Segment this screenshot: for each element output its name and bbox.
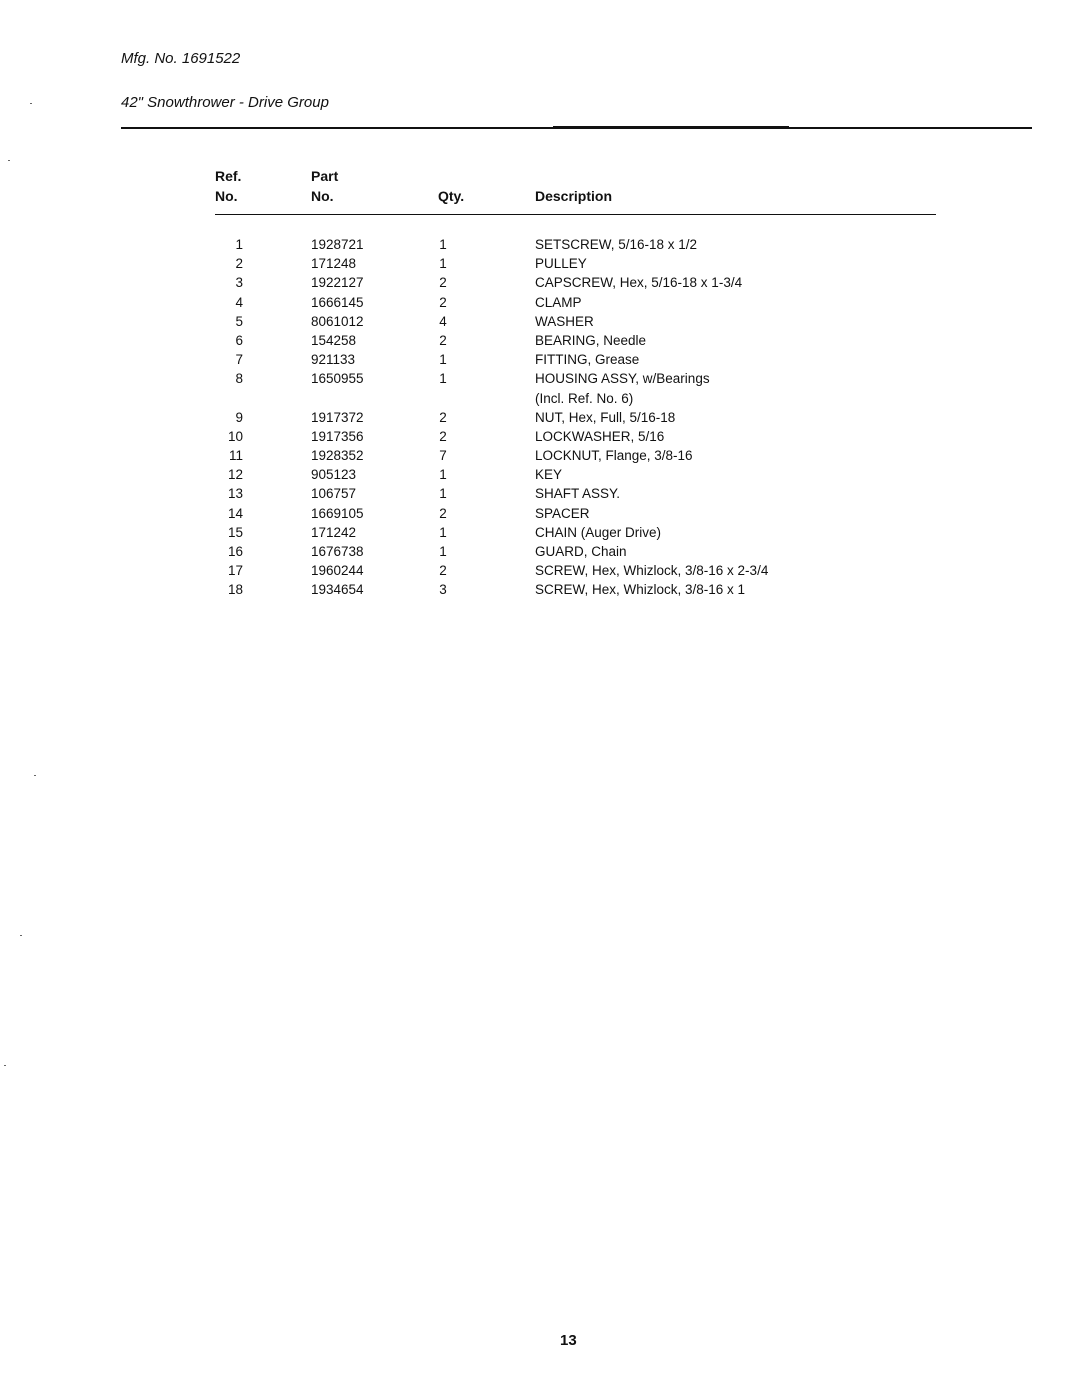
ref-no-cell: 1 <box>235 237 243 252</box>
part-no-cell: 1922127 <box>311 275 364 291</box>
table-row <box>215 369 935 388</box>
qty-cell: 1 <box>439 467 447 483</box>
table-row <box>215 465 935 484</box>
ref-no-cell: 3 <box>235 275 243 291</box>
part-no-cell: 1960244 <box>311 563 364 579</box>
description-cell: HOUSING ASSY, w/Bearings <box>535 371 710 387</box>
qty-cell: 2 <box>439 428 447 444</box>
part-no-cell: 1928352 <box>311 448 364 464</box>
ref-no-cell: 4 <box>235 294 243 310</box>
parts-table <box>215 235 935 600</box>
table-row <box>215 523 935 542</box>
part-no-cell: 905123 <box>311 467 357 483</box>
description-cell: SCREW, Hex, Whizlock, 3/8-16 x 1 <box>535 582 746 598</box>
part-no-cell: 106757 <box>311 486 357 502</box>
table-header-rule <box>215 214 936 215</box>
description-cell: SPACER <box>535 505 590 521</box>
description-cell: SHAFT ASSY. <box>535 486 621 502</box>
part-no-cell: 1676738 <box>311 544 364 559</box>
table-row <box>215 561 935 580</box>
description-cell: WASHER <box>535 313 594 329</box>
description-cell: CHAIN (Auger Drive) <box>535 524 662 540</box>
qty-cell: 7 <box>439 448 447 464</box>
section-title: 42" Snowthrower - Drive Group <box>121 94 329 111</box>
table-row <box>215 542 935 561</box>
qty-cell: 1 <box>439 237 447 252</box>
ref-no-cell: 16 <box>227 544 243 559</box>
part-no-cell: 8061012 <box>311 313 364 329</box>
page-number: 13 <box>560 1332 577 1349</box>
ref-no-cell: 5 <box>235 313 243 329</box>
part-no-cell: 1666145 <box>311 294 364 310</box>
description-cell: CLAMP <box>535 294 582 310</box>
col-part-label-2: No. <box>311 188 334 204</box>
table-row <box>215 580 935 599</box>
table-row <box>215 484 935 503</box>
ref-no-cell: 17 <box>227 563 243 579</box>
col-qty-label: Qty. <box>438 188 465 204</box>
qty-cell: 2 <box>439 332 447 348</box>
description-cell: NUT, Hex, Full, 5/16-18 <box>535 409 676 425</box>
description-cell: SCREW, Hex, Whizlock, 3/8-16 x 2-3/4 <box>535 563 769 579</box>
part-no-cell: 1917372 <box>311 409 364 425</box>
table-row <box>215 273 935 292</box>
part-no-cell: 1934654 <box>311 582 364 598</box>
qty-cell: 2 <box>439 294 447 310</box>
col-ref-label-2: No. <box>215 188 238 204</box>
scan-speck <box>4 1065 6 1066</box>
description-cell: KEY <box>535 467 563 483</box>
description-cell: SETSCREW, 5/16-18 x 1/2 <box>535 237 698 252</box>
scan-speck <box>30 103 32 104</box>
col-part-label-1: Part <box>311 168 339 184</box>
table-row <box>215 235 935 254</box>
ref-no-cell: 9 <box>235 409 243 425</box>
part-no-cell: 1917356 <box>311 428 364 444</box>
description-cell: BEARING, Needle <box>535 332 647 348</box>
ref-no-cell: 12 <box>227 467 243 483</box>
qty-cell: 1 <box>439 544 447 559</box>
table-row <box>215 389 935 408</box>
ref-no-cell: 14 <box>227 505 243 521</box>
ref-no-cell: 7 <box>235 352 243 368</box>
qty-cell: 2 <box>439 505 447 521</box>
description-cell: FITTING, Grease <box>535 352 640 368</box>
qty-cell: 1 <box>439 256 447 272</box>
qty-cell: 1 <box>439 524 447 540</box>
table-row <box>215 293 935 312</box>
description-cell: LOCKNUT, Flange, 3/8-16 <box>535 448 693 464</box>
part-no-cell: 154258 <box>311 332 357 348</box>
col-description-label: Description <box>535 188 613 204</box>
table-row <box>215 350 935 369</box>
part-no-cell: 921133 <box>311 352 356 368</box>
scan-speck <box>20 935 22 936</box>
ref-no-cell: 6 <box>235 332 243 348</box>
qty-cell: 2 <box>439 275 447 291</box>
ref-no-cell: 11 <box>228 448 243 464</box>
description-cell: CAPSCREW, Hex, 5/16-18 x 1-3/4 <box>535 275 743 291</box>
qty-cell: 1 <box>439 352 447 368</box>
table-row <box>215 312 935 331</box>
scan-speck <box>34 775 36 776</box>
table-row <box>215 427 935 446</box>
qty-cell: 4 <box>439 313 447 329</box>
part-no-cell: 1669105 <box>311 505 364 521</box>
table-row <box>215 408 935 427</box>
table-row <box>215 446 935 465</box>
qty-cell: 3 <box>439 582 447 598</box>
description-cell: GUARD, Chain <box>535 544 627 559</box>
table-row <box>215 254 935 273</box>
ref-no-cell: 15 <box>227 524 243 540</box>
ref-no-cell: 8 <box>235 371 243 387</box>
ref-no-cell: 13 <box>227 486 243 502</box>
part-no-cell: 1928721 <box>311 237 364 252</box>
mfg-number: Mfg. No. 1691522 <box>121 50 241 67</box>
part-no-cell: 1650955 <box>311 371 364 387</box>
col-ref-label-1: Ref. <box>215 168 242 184</box>
qty-cell: 1 <box>439 486 447 502</box>
qty-cell: 2 <box>439 563 447 579</box>
ref-no-cell: 10 <box>227 428 243 444</box>
qty-cell: 2 <box>439 409 447 425</box>
part-no-cell: 171242 <box>311 524 357 540</box>
description-cell: LOCKWASHER, 5/16 <box>535 428 665 444</box>
header-rule-thick <box>553 126 789 129</box>
description-cell: (Incl. Ref. No. 6) <box>535 390 634 406</box>
table-row <box>215 331 935 350</box>
table-row <box>215 504 935 523</box>
ref-no-cell: 2 <box>235 256 243 272</box>
description-cell: PULLEY <box>535 256 587 272</box>
qty-cell: 1 <box>439 371 447 387</box>
scan-speck <box>8 160 10 161</box>
part-no-cell: 171248 <box>311 256 357 272</box>
ref-no-cell: 18 <box>227 582 243 598</box>
